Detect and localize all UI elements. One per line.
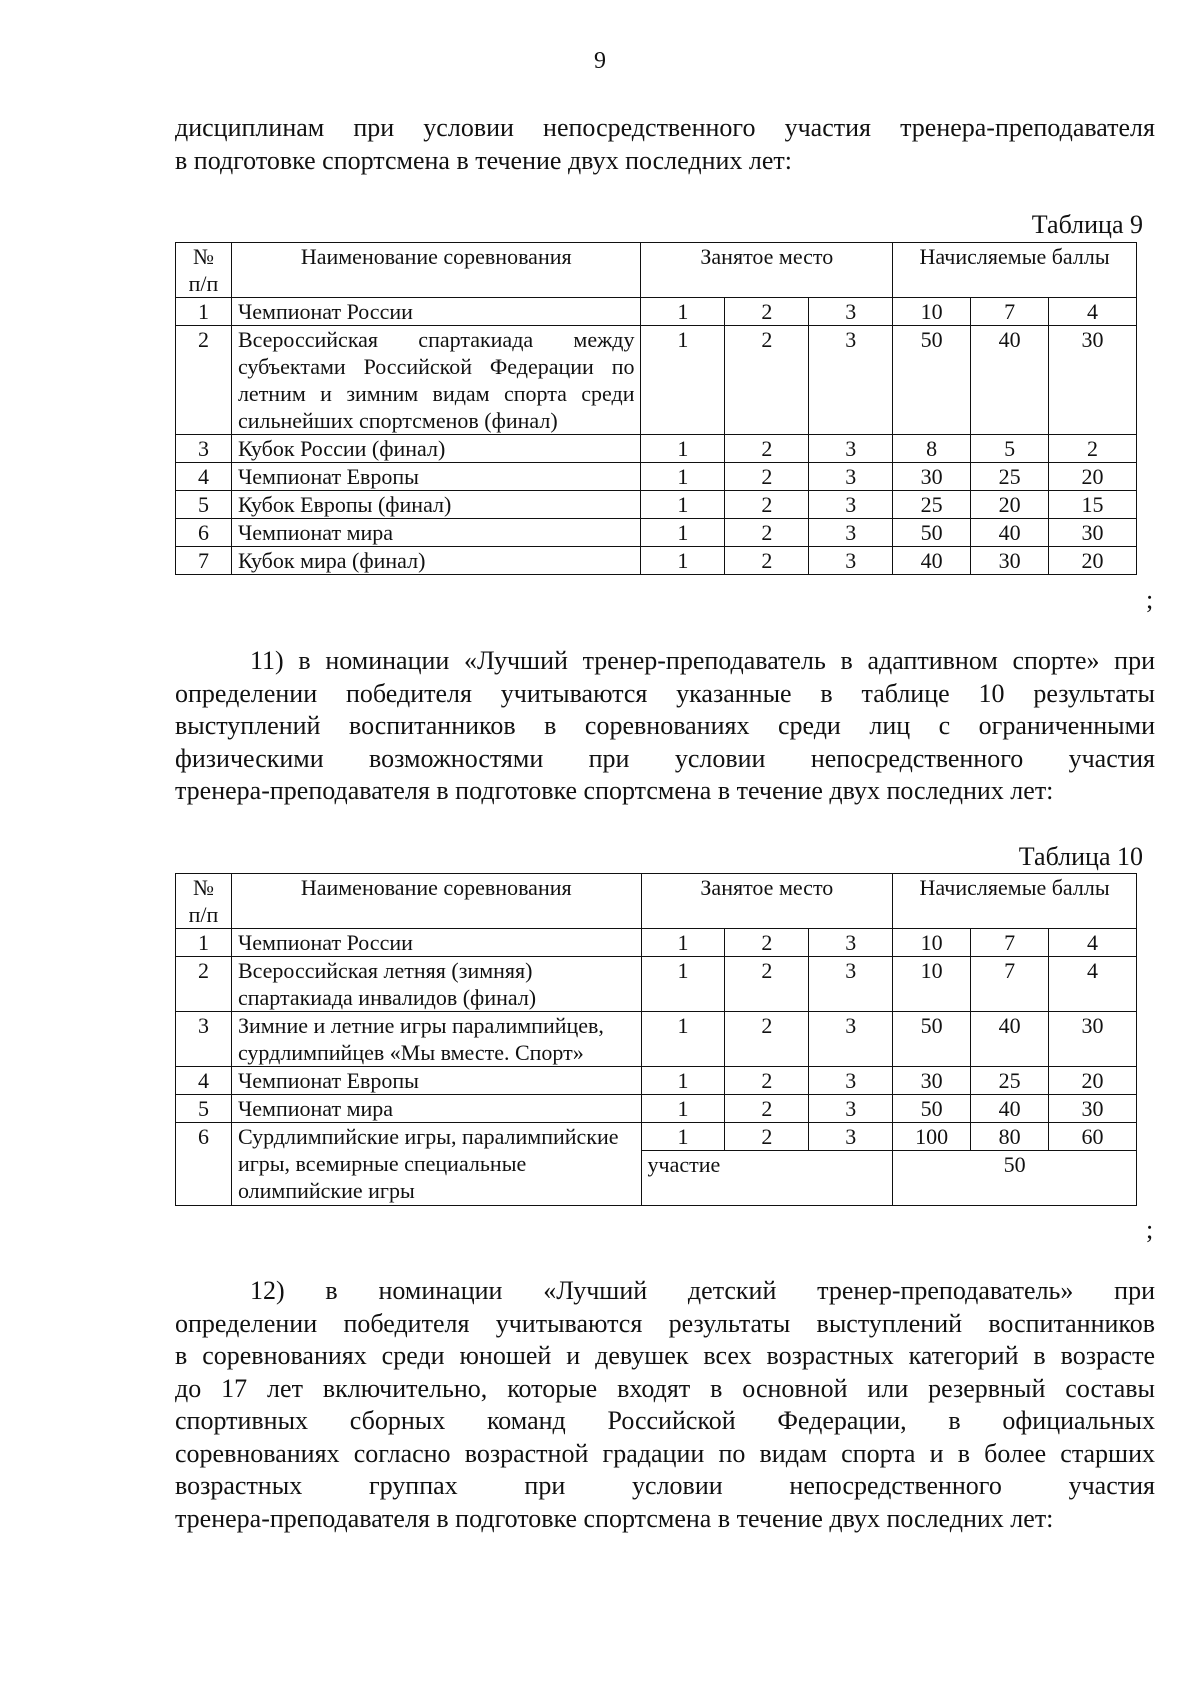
points-2: 40 <box>971 326 1049 435</box>
place-3: 3 <box>809 1123 893 1151</box>
header-name: Наименование соревнования <box>231 874 641 929</box>
points-1: 50 <box>893 1012 971 1067</box>
points-2: 20 <box>971 491 1049 519</box>
header-name: Наименование соревнования <box>231 243 641 298</box>
paragraph-11 <box>175 645 1155 808</box>
points-3: 4 <box>1049 957 1137 1012</box>
points-3: 30 <box>1049 519 1137 547</box>
place-1: 1 <box>641 547 725 575</box>
place-1: 1 <box>641 491 725 519</box>
row-number: 1 <box>176 929 232 957</box>
intro-paragraph <box>175 112 1155 177</box>
place-3: 3 <box>809 491 893 519</box>
table10-header-row <box>176 874 1137 929</box>
place-3: 3 <box>809 547 893 575</box>
paragraph-line: спортивных сборных команд Российской Федерации, в официальных <box>175 1406 1155 1435</box>
row-number: 6 <box>176 519 232 547</box>
competition-name: Чемпионат Европы <box>231 463 641 491</box>
competition-name: Кубок мира (финал) <box>231 547 641 575</box>
points-1: 50 <box>893 326 971 435</box>
header-num: № п/п <box>176 874 232 929</box>
table-row <box>176 326 1137 435</box>
points-3: 20 <box>1049 547 1137 575</box>
place-3: 3 <box>809 326 893 435</box>
paragraph-line: определении победителя учитываются указанные в таблице 10 результаты <box>175 678 1155 708</box>
table-row <box>176 491 1137 519</box>
place-2: 2 <box>725 1095 809 1123</box>
paragraph-line: определении победителя учитываются результаты выступлений воспитанников <box>175 1308 1155 1338</box>
row-number: 5 <box>176 491 232 519</box>
place-1: 1 <box>641 519 725 547</box>
points-2: 80 <box>971 1123 1049 1151</box>
row-number: 2 <box>176 957 232 1012</box>
place-2: 2 <box>725 435 809 463</box>
row-number: 4 <box>176 463 232 491</box>
points-3: 20 <box>1049 1067 1137 1095</box>
place-3: 3 <box>809 1012 893 1067</box>
paragraph-12 <box>175 1275 1155 1535</box>
table-row <box>176 1123 1137 1151</box>
participation-points: 50 <box>893 1151 1137 1206</box>
points-2: 25 <box>971 1067 1049 1095</box>
place-2: 2 <box>725 491 809 519</box>
place-2: 2 <box>725 463 809 491</box>
place-2: 2 <box>725 1123 809 1151</box>
table-row <box>176 298 1137 326</box>
competition-name: Кубок России (финал) <box>231 435 641 463</box>
paragraph-line: возрастных группах при условии непосредственного участия <box>175 1471 1155 1500</box>
participation-label: участие <box>641 1151 893 1206</box>
paragraph-line: соревнованиях согласно возрастной градации по видам спорта и в более старших <box>175 1438 1155 1468</box>
place-2: 2 <box>725 957 809 1012</box>
place-1: 1 <box>641 929 725 957</box>
table9-caption: Таблица 9 <box>1031 210 1143 239</box>
points-1: 10 <box>893 298 971 326</box>
points-1: 50 <box>893 519 971 547</box>
table-row <box>176 547 1137 575</box>
row-number: 7 <box>176 547 232 575</box>
competition-name: Всероссийская летняя (зимняя) спартакиада инвалидов (финал) <box>231 957 641 1012</box>
place-1: 1 <box>641 957 725 1012</box>
intro-line: в подготовке спортсмена в течение двух последних лет: <box>175 145 793 175</box>
header-points: Начисляемые баллы <box>893 243 1137 298</box>
place-3: 3 <box>809 519 893 547</box>
row-number: 1 <box>176 298 232 326</box>
points-2: 7 <box>971 929 1049 957</box>
points-2: 5 <box>971 435 1049 463</box>
table-row <box>176 463 1137 491</box>
paragraph-line: 11) в номинации «Лучший тренер-преподаватель в адаптивном спорте» при <box>250 646 1155 675</box>
header-place: Занятое место <box>641 243 893 298</box>
points-3: 2 <box>1049 435 1137 463</box>
place-1: 1 <box>641 1012 725 1067</box>
points-1: 10 <box>893 957 971 1012</box>
points-3: 30 <box>1049 1012 1137 1067</box>
points-2: 7 <box>971 957 1049 1012</box>
table-row <box>176 957 1137 1012</box>
points-1: 10 <box>893 929 971 957</box>
competition-name: Чемпионат Европы <box>231 1067 641 1095</box>
row-number: 4 <box>176 1067 232 1095</box>
place-2: 2 <box>725 519 809 547</box>
table10-end-mark: ; <box>1146 1215 1154 1244</box>
points-2: 7 <box>971 298 1049 326</box>
place-1: 1 <box>641 435 725 463</box>
table-row <box>176 929 1137 957</box>
place-3: 3 <box>809 463 893 491</box>
competition-name: Зимние и летние игры паралимпийцев, сурдлимпийцев «Мы вместе. Спорт» <box>231 1012 641 1067</box>
points-3: 4 <box>1049 929 1137 957</box>
place-2: 2 <box>725 547 809 575</box>
table9-header-row <box>176 243 1137 298</box>
table-row <box>176 435 1137 463</box>
competition-name: Чемпионат мира <box>231 519 641 547</box>
place-1: 1 <box>641 1095 725 1123</box>
points-2: 40 <box>971 519 1049 547</box>
place-1: 1 <box>641 463 725 491</box>
header-num: № п/п <box>176 243 232 298</box>
paragraph-line: 12) в номинации «Лучший детский тренер-преподаватель» при <box>250 1276 1155 1305</box>
points-3: 4 <box>1049 298 1137 326</box>
competition-name: Чемпионат России <box>231 929 641 957</box>
points-3: 30 <box>1049 326 1137 435</box>
points-3: 15 <box>1049 491 1137 519</box>
paragraph-line: в соревнованиях среди юношей и девушек всех возрастных категорий в возрасте <box>175 1341 1155 1370</box>
intro-line: дисциплинам при условии непосредственного участия тренера-преподавателя <box>175 113 1155 142</box>
table-row <box>176 1012 1137 1067</box>
points-2: 30 <box>971 547 1049 575</box>
place-1: 1 <box>641 1123 725 1151</box>
points-1: 100 <box>893 1123 971 1151</box>
page-number: 9 <box>594 48 606 74</box>
paragraph-line: физическими возможностями при условии непосредственного участия <box>175 743 1155 773</box>
points-1: 25 <box>893 491 971 519</box>
row-number: 5 <box>176 1095 232 1123</box>
competition-name: Сурдлимпийские игры, паралимпийские игры, всемирные специальные олимпийские игры <box>231 1123 641 1206</box>
table-row <box>176 519 1137 547</box>
points-1: 8 <box>893 435 971 463</box>
points-1: 50 <box>893 1095 971 1123</box>
competition-name: Всероссийская спартакиада между субъектами Российской Федерации по летним и зимним видам спорта среди сильнейших спортсменов (финал) <box>231 326 641 435</box>
table9 <box>175 242 1137 575</box>
place-3: 3 <box>809 1095 893 1123</box>
place-2: 2 <box>725 929 809 957</box>
points-2: 25 <box>971 463 1049 491</box>
place-1: 1 <box>641 298 725 326</box>
table-row <box>176 1095 1137 1123</box>
competition-name: Чемпионат России <box>231 298 641 326</box>
points-1: 40 <box>893 547 971 575</box>
table-row <box>176 1067 1137 1095</box>
place-3: 3 <box>809 929 893 957</box>
paragraph-line: выступлений воспитанников в соревнованиях среди лиц с ограниченными <box>175 711 1155 740</box>
paragraph-line: тренера-преподавателя в подготовке спортсмена в течение двух последних лет: <box>175 776 1054 805</box>
row-number: 2 <box>176 326 232 435</box>
place-2: 2 <box>725 1067 809 1095</box>
place-3: 3 <box>809 435 893 463</box>
place-3: 3 <box>809 298 893 326</box>
place-1: 1 <box>641 326 725 435</box>
competition-name: Чемпионат мира <box>231 1095 641 1123</box>
row-number: 3 <box>176 1012 232 1067</box>
row-number: 6 <box>176 1123 232 1206</box>
table10-caption: Таблица 10 <box>1018 842 1143 871</box>
points-2: 40 <box>971 1012 1049 1067</box>
table9-end-mark: ; <box>1146 585 1154 614</box>
row-number: 3 <box>176 435 232 463</box>
header-points: Начисляемые баллы <box>893 874 1137 929</box>
competition-name: Кубок Европы (финал) <box>231 491 641 519</box>
table10 <box>175 873 1137 1206</box>
place-3: 3 <box>809 1067 893 1095</box>
place-3: 3 <box>809 957 893 1012</box>
points-1: 30 <box>893 1067 971 1095</box>
place-2: 2 <box>725 326 809 435</box>
points-3: 60 <box>1049 1123 1137 1151</box>
paragraph-line: тренера-преподавателя в подготовке спортсмена в течение двух последних лет: <box>175 1503 1054 1533</box>
paragraph-line: до 17 лет включительно, которые входят в основной или резервный составы <box>175 1373 1155 1403</box>
header-place: Занятое место <box>641 874 893 929</box>
place-2: 2 <box>725 298 809 326</box>
place-2: 2 <box>725 1012 809 1067</box>
points-1: 30 <box>893 463 971 491</box>
points-3: 20 <box>1049 463 1137 491</box>
place-1: 1 <box>641 1067 725 1095</box>
points-2: 40 <box>971 1095 1049 1123</box>
points-3: 30 <box>1049 1095 1137 1123</box>
